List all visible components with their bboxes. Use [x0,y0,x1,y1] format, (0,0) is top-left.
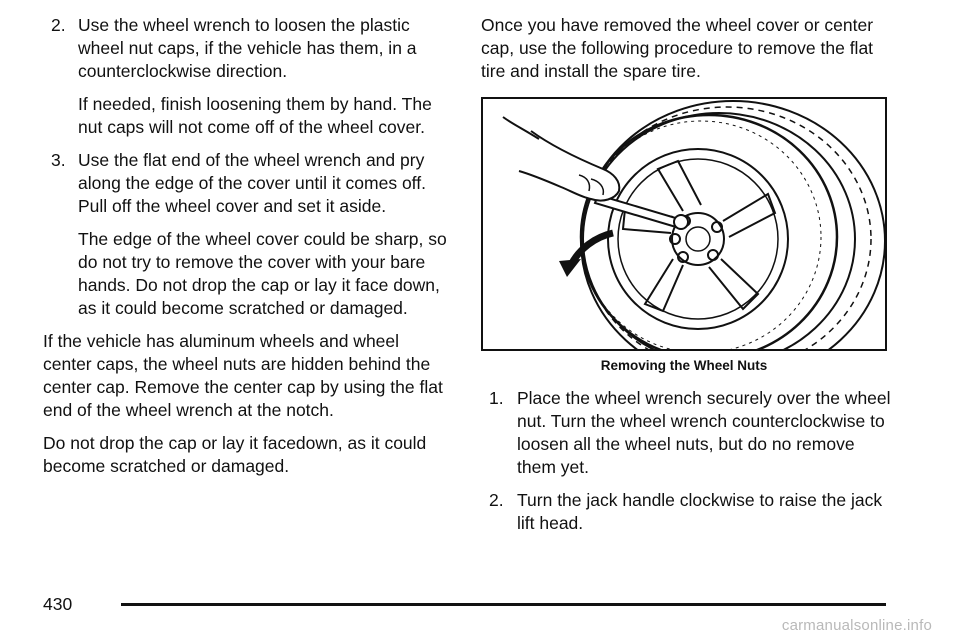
step-number: 3. [51,150,66,170]
wrench-socket [674,215,688,229]
step-number: 1. [489,388,504,408]
wheel-rim [608,149,788,329]
sleeve-edge [503,117,539,139]
center-cap-warning-paragraph: Do not drop the cap or lay it facedown, as it could become scratched or damaged. [43,433,427,476]
page-number: 430 [43,594,73,614]
left-column [43,14,448,488]
step-number: 2. [489,490,504,510]
step-text: Place the wheel wrench securely over the wheel nut. Turn the wheel wrench counterclockwise to loosen all the wheel nuts, but do no remove them yet. [517,388,891,477]
footer-divider [121,603,886,606]
step-text: Turn the jack handle clockwise to raise the jack lift head. [517,490,883,533]
wheel-spoke [709,259,758,309]
wheel-nut [708,250,718,260]
step-text: Use the flat end of the wheel wrench and pry along the edge of the cover until it comes off. Pull off the wheel cover and set it aside. [78,150,426,216]
step-2-raise-jack [481,489,891,535]
intro-paragraph: Once you have removed the wheel cover or center cap, use the following procedure to remove the flat tire and install the spare tire. [481,15,874,81]
watermark: carmanualsonline.info [781,617,932,634]
wheel-spoke [723,194,775,237]
wheel-spoke [658,161,701,211]
tire-wrench-drawing [483,99,885,349]
wheel-nut-removal-illustration [481,97,887,351]
rotation-arrow-head [559,259,581,277]
step-2-note: If needed, finish loosening them by hand. The nut caps will not come off of the wheel cover. [78,94,432,137]
step-3-pry-cover [43,149,448,218]
step-2-loosen-nut-caps [43,14,448,83]
wheel-rim-inner [618,159,778,319]
step-text: Use the wheel wrench to loosen the plastic wheel nut caps, if the vehicle has them, in a counterclockwise direction. [78,15,417,81]
tire-outer-tread [581,101,885,349]
step-1-loosen-wheel-nuts [481,387,891,479]
aluminum-wheels-paragraph: If the vehicle has aluminum wheels and wheel center caps, the wheel nuts are hidden behind the center cap. Remove the center cap by using the flat end of the wheel wrench at the notch. [43,331,443,420]
step-3-note: The edge of the wheel cover could be sharp, so do not try to remove the cover with your bare hands. Do not drop the cap or lay it face down, as it could become scratched or damaged. [78,229,447,318]
step-number: 2. [51,15,66,35]
figure-caption: Removing the Wheel Nuts [600,358,768,373]
center-bore [686,227,710,251]
right-column [481,14,891,545]
